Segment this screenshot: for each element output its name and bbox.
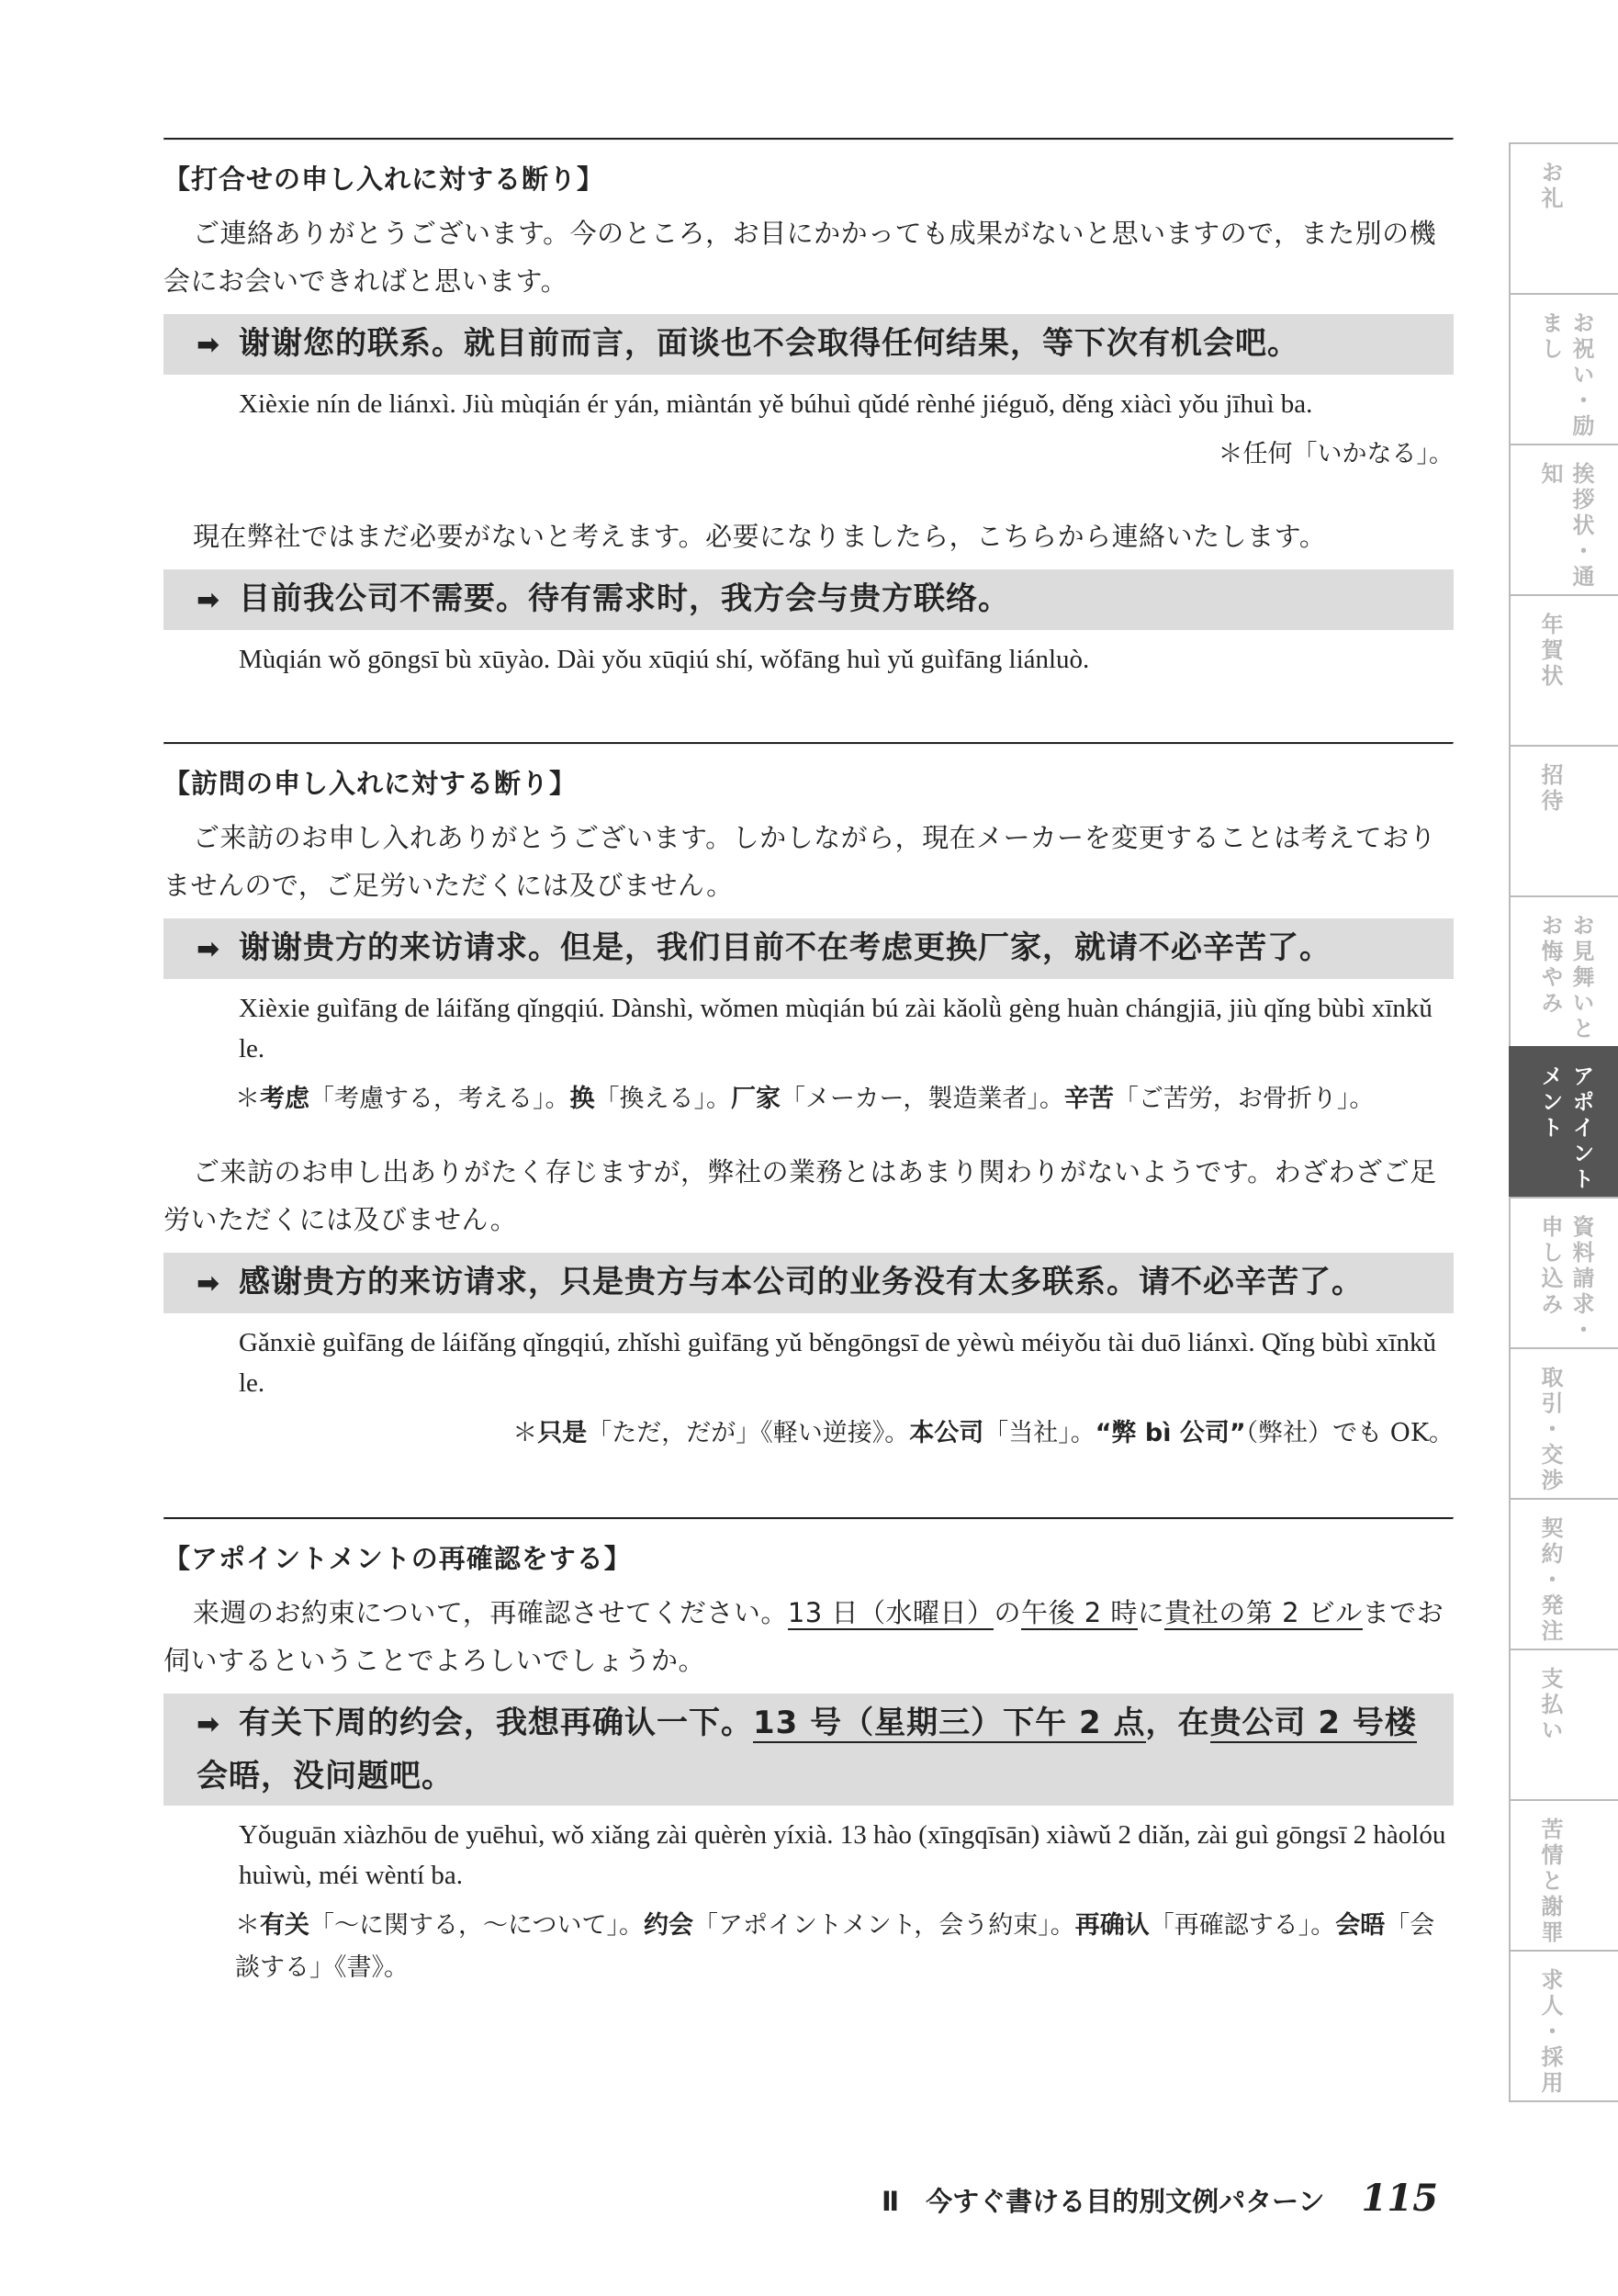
section-3 <box>163 1517 1454 1989</box>
page-body <box>163 138 1454 1989</box>
tab-appointment[interactable]: アポイントメント <box>1509 1046 1618 1197</box>
japanese-text: ご来訪のお申し入れありがとうございます。しかしながら，現在メーカーを変更することは考えておりませんので，ご足労いただくには及びません。 <box>163 822 1437 901</box>
pinyin-text: Xièxie nín de liánxì. Jiù mùqián ér yán, miàntán yě búhuì qǔdé rènhé jiéguǒ, děng xiàcì yǒu jīhuì ba. <box>239 389 1313 419</box>
tab-aisatsujo[interactable]: 挨拶状・通知 <box>1509 444 1618 594</box>
footer-section-title: Ⅱ 今すぐ書ける目的別文例パターン <box>882 2186 1325 2217</box>
section-divider <box>163 138 1454 141</box>
tab-torihiki[interactable]: 取引・交渉 <box>1509 1347 1618 1498</box>
tab-shiharai[interactable]: 支払い <box>1509 1649 1618 1799</box>
chinese-translation <box>163 1253 1454 1313</box>
japanese-text: ご来訪のお申し出ありがたく存じますが，弊社の業務とはあまり関わりがないようです。わざわざご足労いただくには及びません。 <box>163 1156 1437 1235</box>
tab-orei[interactable]: お礼 <box>1509 142 1618 293</box>
side-index-tabs <box>1509 142 1618 2102</box>
japanese-text: 来週のお約束について，再確認させてください。13 日（水曜日）の午後 2 時に貴社の第 2 ビルまでお伺いするということでよろしいでしょうか。 <box>163 1597 1444 1676</box>
tab-kyujin[interactable]: 求人・採用 <box>1509 1950 1618 2102</box>
tab-keiyaku[interactable]: 契約・発注 <box>1509 1498 1618 1649</box>
chinese-text: 谢谢您的联系。就目前而言，面谈也不会取得任何结果，等下次有机会吧。 <box>239 325 1299 362</box>
section-divider <box>163 1517 1454 1520</box>
tab-kujo[interactable]: 苦情と謝罪 <box>1509 1799 1618 1950</box>
japanese-text: ご連絡ありがとうございます。今のところ，お目にかかっても成果がないと思いますので，また別の機会にお会いできればと思います。 <box>163 218 1437 297</box>
tab-shiryo[interactable]: 資料請求・申し込み <box>1509 1197 1618 1347</box>
section-2 <box>163 742 1454 1455</box>
tab-shotai[interactable]: 招待 <box>1509 745 1618 895</box>
vocab-note: ＊任何「いかなる」。 <box>1218 440 1454 468</box>
arrow-right-icon: ➡ <box>197 584 221 616</box>
pinyin-text: Gǎnxiè guìfāng de láifǎng qǐngqiú, zhǐshì guìfāng yǔ běngōngsī de yèwù méiyǒu tài duō liánxì. Qǐng bùbì xīnkǔ le. <box>239 1328 1436 1398</box>
tab-nengajo[interactable]: 年賀状 <box>1509 594 1618 745</box>
section-title: 【訪問の申し入れに対する断り】 <box>163 768 578 799</box>
chinese-translation <box>163 918 1454 979</box>
section-title: 【アポイントメントの再確認をする】 <box>163 1543 632 1574</box>
pinyin-text: Mùqián wǒ gōngsī bù xūyào. Dài yǒu xūqiú shí, wǒfāng huì yǔ guìfāng liánluò. <box>239 645 1090 674</box>
chinese-text: 谢谢贵方的来访请求。但是，我们目前不在考虑更换厂家，就请不必辛苦了。 <box>239 929 1331 966</box>
page-footer <box>882 2177 1438 2220</box>
vocab-note: ＊有关「～に関する，～について」。约会「アポイントメント，会う約束」。再确认「再確認する」。会晤「会談する」《書》。 <box>235 1911 1435 1982</box>
tab-omimai[interactable]: お見舞いとお悔やみ <box>1509 895 1618 1046</box>
chinese-translation: ➡ 有关下周的约会，我想再确认一下。13 号（星期三）下午 2 点，在贵公司 2 号楼会晤，没问题吧。 <box>163 1694 1454 1806</box>
arrow-right-icon: ➡ <box>197 933 221 965</box>
pinyin-text: Xièxie guìfāng de láifǎng qǐngqiú. Dànshì, wǒmen mùqián bú zài kǎolǜ gèng huàn chángjiā, jiù qǐng bùbì xīnkǔ le. <box>239 994 1433 1064</box>
section-divider <box>163 742 1454 745</box>
vocab-note: ＊只是「ただ，だが」《軽い逆接》。本公司「当社」。“弊 bì 公司”（弊社）でも OK。 <box>512 1419 1454 1447</box>
chinese-translation <box>163 569 1454 630</box>
chinese-text: 目前我公司不需要。待有需求时，我方会与贵方联络。 <box>239 580 1010 617</box>
pinyin-text: Yǒuguān xiàzhōu de yuēhuì, wǒ xiǎng zài quèrèn yíxià. 13 hào (xīngqīsān) xiàwǔ 2 diǎn, zài guì gōngsī 2 hàolóu huìwù, méi wèntí ba. <box>239 1820 1446 1890</box>
vocab-note: ＊考虑「考慮する，考える」。换「換える」。厂家「メーカー，製造業者」。辛苦「ご苦労，お骨折り」。 <box>235 1085 1375 1113</box>
page-number: 115 <box>1361 2177 1439 2220</box>
arrow-right-icon: ➡ <box>197 329 221 361</box>
section-1 <box>163 138 1454 680</box>
arrow-right-icon: ➡ <box>197 1267 221 1300</box>
tab-oiwai[interactable]: お祝い・励まし <box>1509 293 1618 444</box>
arrow-right-icon: ➡ <box>197 1708 221 1740</box>
section-title: 【打合せの申し入れに対する断り】 <box>163 163 605 195</box>
chinese-text: 感谢贵方的来访请求，只是贵方与本公司的业务没有太多联系。请不必辛苦了。 <box>239 1264 1364 1300</box>
chinese-translation <box>163 314 1454 375</box>
japanese-text: 現在弊社ではまだ必要がないと考えます。必要になりましたら，こちらから連絡いたします。 <box>193 521 1327 552</box>
